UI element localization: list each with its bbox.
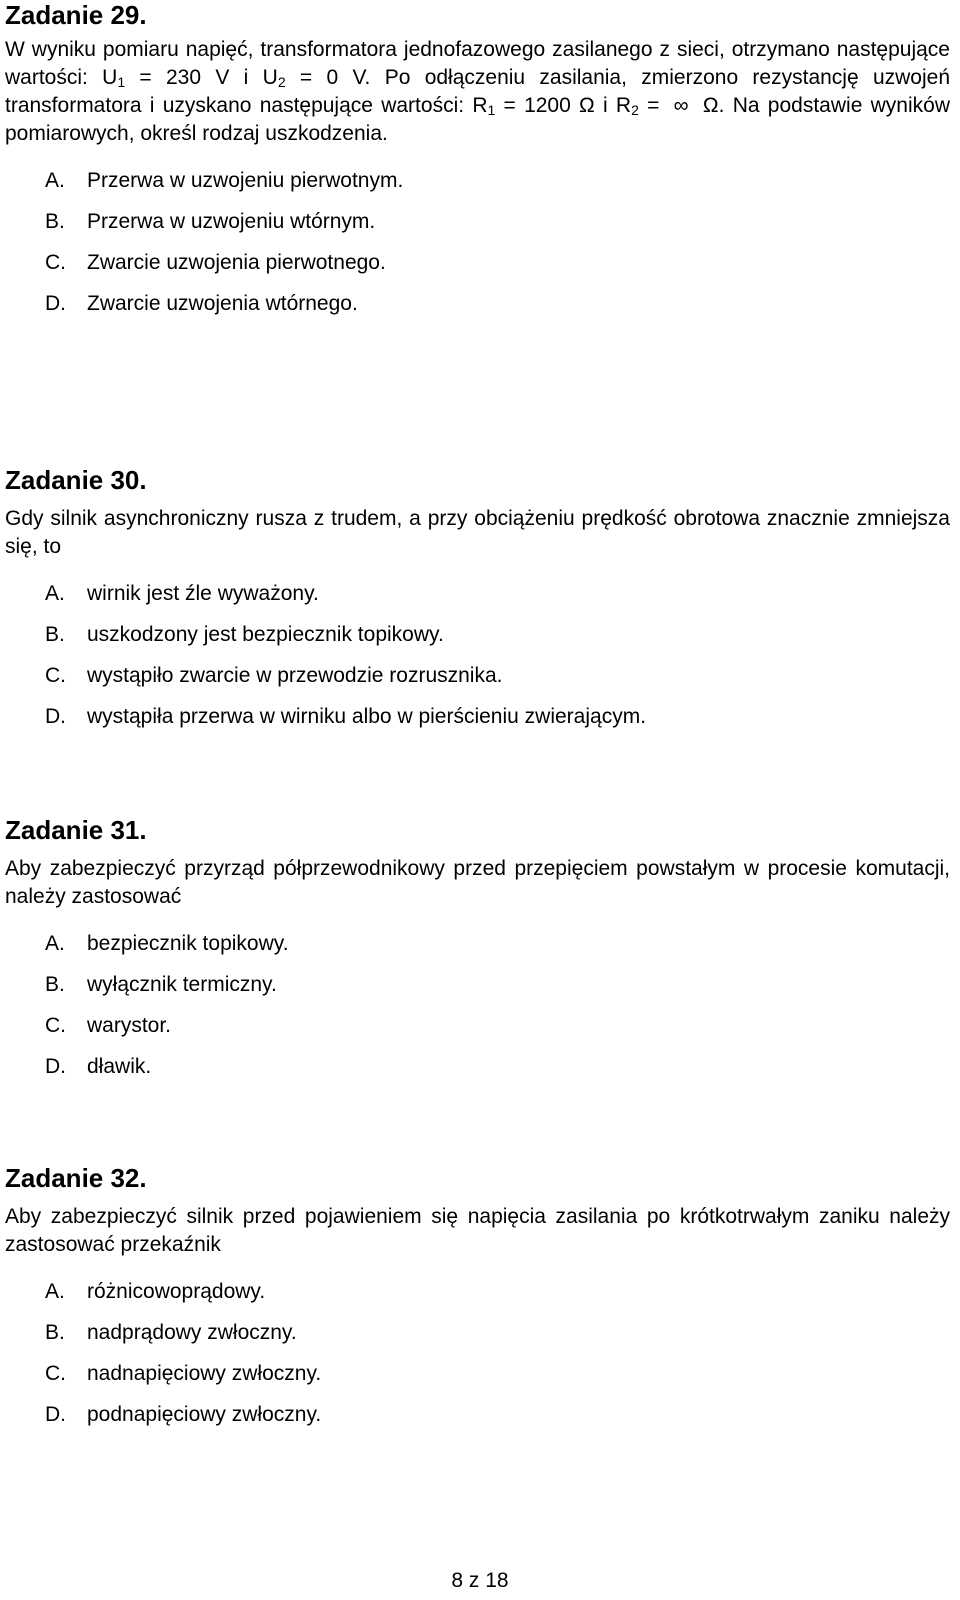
option-text: wyłącznik termiczny. <box>87 973 277 996</box>
answer-option-b <box>5 201 950 242</box>
option-letter: D. <box>45 705 66 728</box>
subscript: 1 <box>117 74 126 90</box>
answer-option-b <box>5 614 950 655</box>
option-letter: C. <box>45 664 66 687</box>
answer-options <box>5 573 950 737</box>
answer-option-c <box>5 242 950 283</box>
option-letter: C. <box>45 1362 66 1385</box>
option-text: nadnapięciowy zwłoczny. <box>87 1362 322 1385</box>
option-text: podnapięciowy zwłoczny. <box>87 1403 322 1426</box>
option-letter: C. <box>45 251 66 274</box>
answer-option-a <box>5 1271 950 1312</box>
option-text: Przerwa w uzwojeniu wtórnym. <box>87 210 376 233</box>
option-text: Przerwa w uzwojeniu pierwotnym. <box>87 169 404 192</box>
option-letter: C. <box>45 1014 66 1037</box>
option-text: różnicowoprądowy. <box>87 1280 266 1303</box>
answer-option-a <box>5 573 950 614</box>
answer-options <box>5 1271 950 1435</box>
answer-options <box>5 923 950 1087</box>
option-text: Zwarcie uzwojenia pierwotnego. <box>87 251 386 274</box>
option-text: wystąpiła przerwa w wirniku albo w pierścieniu zwierającym. <box>87 705 647 728</box>
answer-option-c <box>5 1005 950 1046</box>
subscript: 2 <box>631 102 639 118</box>
question-text: = 230 V i U <box>125 66 278 89</box>
task-question <box>5 36 950 148</box>
option-letter: D. <box>45 1055 66 1078</box>
answer-option-d <box>5 1394 950 1435</box>
option-letter: B. <box>45 210 65 233</box>
option-letter: A. <box>45 932 65 955</box>
option-text: warystor. <box>87 1014 172 1037</box>
task-32 <box>5 1163 950 1435</box>
task-title: Zadanie 31. <box>5 815 147 845</box>
answer-option-b <box>5 1312 950 1353</box>
option-text: uszkodzony jest bezpiecznik topikowy. <box>87 623 444 646</box>
option-letter: A. <box>45 1280 65 1303</box>
task-question: Aby zabezpieczyć silnik przed pojawieniem się napięcia zasilania po krótkotrwałym zaniku należy zastosować przekaźnik <box>5 1205 950 1256</box>
answer-option-c <box>5 1353 950 1394</box>
task-30 <box>5 465 950 737</box>
answer-option-c <box>5 655 950 696</box>
answer-options <box>5 160 950 324</box>
option-text: wirnik jest źle wyważony. <box>87 582 319 605</box>
task-title: Zadanie 29. <box>5 0 147 30</box>
subscript: 1 <box>487 102 496 118</box>
task-title: Zadanie 32. <box>5 1163 147 1193</box>
answer-option-a <box>5 923 950 964</box>
question-text: W wyniku pomiaru napięć, transformatora jednofazowego zasilanego z sieci, otrzymano następujące wartości: U <box>5 38 950 89</box>
option-letter: B. <box>45 623 65 646</box>
task-31 <box>5 815 950 1087</box>
option-letter: A. <box>45 582 65 605</box>
task-question: Aby zabezpieczyć przyrząd półprzewodnikowy przed przepięciem powstałym w procesie komutacji, należy zastosować <box>5 857 950 908</box>
task-title: Zadanie 30. <box>5 465 147 495</box>
answer-option-d <box>5 1046 950 1087</box>
option-letter: B. <box>45 1321 65 1344</box>
option-text: Zwarcie uzwojenia wtórnego. <box>87 292 358 315</box>
option-letter: D. <box>45 1403 66 1426</box>
task-question: Gdy silnik asynchroniczny rusza z trudem, a przy obciążeniu prędkość obrotowa znacznie zmniejsza się, to <box>5 507 950 558</box>
option-letter: D. <box>45 292 66 315</box>
answer-option-d <box>5 696 950 737</box>
answer-option-a <box>5 160 950 201</box>
question-text: = 0 V. Po odłączeniu zasilania, zmierzono rezystancję uzwojeń transformatora i uzyskano następujące wartości: R <box>5 66 950 117</box>
option-text: wystąpiło zwarcie w przewodzie rozrusznika. <box>87 664 503 687</box>
question-text: = 1200 Ω i R <box>495 94 632 117</box>
option-text: bezpiecznik topikowy. <box>87 932 289 955</box>
option-text: nadprądowy zwłoczny. <box>87 1321 297 1344</box>
subscript: 2 <box>277 74 286 90</box>
answer-option-d <box>5 283 950 324</box>
question-text: Ω. Na podstawie wyników pomiarowych, określ rodzaj uszkodzenia. <box>5 94 950 145</box>
infinity-symbol: ∞ <box>673 94 689 117</box>
option-text: dławik. <box>87 1055 152 1078</box>
answer-option-b <box>5 964 950 1005</box>
task-29 <box>5 0 950 324</box>
question-text: = <box>638 94 668 117</box>
option-letter: A. <box>45 169 65 192</box>
page-number: 8 z 18 <box>451 1569 509 1592</box>
option-letter: B. <box>45 973 65 996</box>
